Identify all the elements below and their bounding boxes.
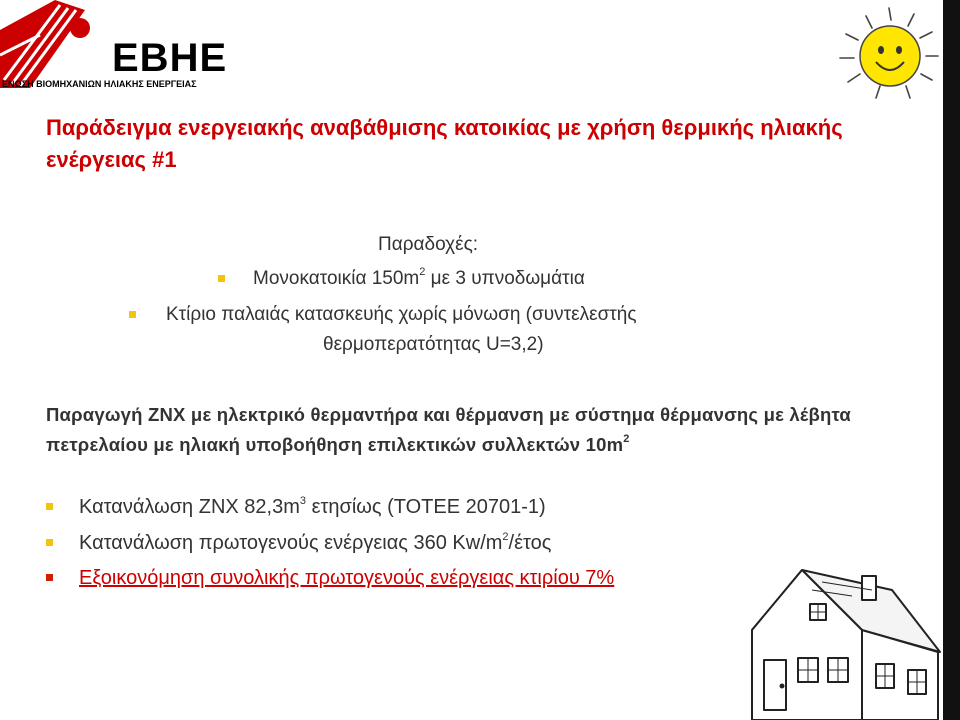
sun-icon	[836, 6, 942, 102]
company-logo	[0, 0, 260, 100]
side-bar	[943, 0, 960, 720]
bullet-marker	[46, 503, 53, 510]
production-description: Παραγωγή ΖΝΧ με ηλεκτρικό θερμαντήρα και θέρμανση με σύστημα θέρμανσης με λέβητα πετρελαίου με ηλιακή υποβοήθηση επιλεκτικών συλλεκτών $10m^2$	[46, 404, 851, 455]
bullet-marker	[46, 574, 53, 581]
result-item-primary-energy	[46, 528, 551, 558]
savings-highlight-text: Εξοικονόμηση συνολικής πρωτογενούς ενέργειας κτιρίου 7%	[79, 567, 615, 589]
bullet-marker	[46, 539, 53, 546]
assumption-item-house	[218, 264, 585, 294]
result-text: Κατανάλωση ΖΝΧ $82,3m^3$ ετησίως (ΤΟΤΕΕ 20701-1)	[79, 495, 546, 518]
assumption-item-building	[129, 300, 789, 360]
bullet-marker	[129, 311, 136, 318]
result-text: Κατανάλωση πρωτογενούς ενέργειας 360 $Kw/m^2$/έτος	[79, 531, 552, 554]
bullet-marker	[218, 275, 225, 282]
result-item-dhw-consumption	[46, 492, 546, 522]
assumption-text: Μονοκατοικία $150m^2$ με 3 υπνοδωμάτια	[253, 266, 585, 289]
solar-panel-logo-icon	[0, 0, 110, 90]
assumption-text: Κτίριο παλαιάς κατασκευής χωρίς μόνωση (συντελεστής θερμοπερατότητας U=3,2)	[166, 304, 637, 355]
assumptions-heading: Παραδοχές:	[378, 234, 479, 255]
slide-title: Παράδειγμα ενεργειακής αναβάθμισης κατοικίας με χρήση θερμικής ηλιακής ενέργειας #1	[46, 115, 843, 172]
logo-subtitle: ΕΝΩΣΗ ΒΙΟΜΗΧΑΝΙΩΝ ΗΛΙΑΚΗΣ ΕΝΕΡΓΕΙΑΣ	[2, 79, 197, 89]
logo-wordmark: EBHE	[112, 36, 228, 80]
house-icon	[712, 560, 944, 720]
result-item-savings	[46, 563, 614, 593]
